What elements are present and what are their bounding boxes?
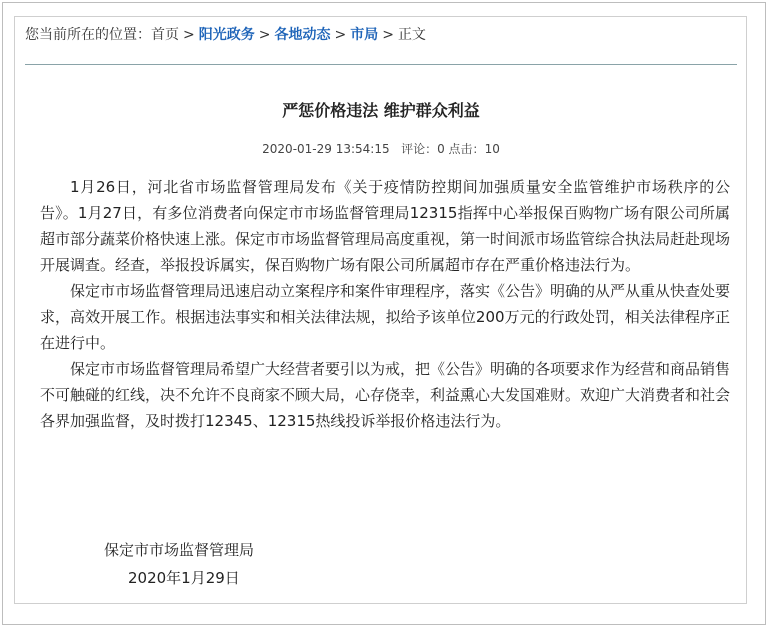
article-body (40, 174, 730, 434)
publish-datetime: 2020-01-29 13:54:15 (262, 142, 390, 156)
breadcrumb-link-sunshine-affairs[interactable]: 阳光政务 (198, 27, 255, 43)
breadcrumb-link-local-news[interactable]: 各地动态 (274, 27, 331, 43)
breadcrumb-home-link[interactable]: 首页 (151, 27, 179, 43)
comments-label: 评论： (401, 142, 438, 156)
article-paragraph: 保定市市场监督管理局迅速启动立案程序和案件审理程序，落实《公告》明确的从严从重从快查处要求，高效开展工作。根据违法事实和相关法律法规，拟给予该单位200万元的行政处罚，相关法律程序正在进行中。 (40, 282, 731, 352)
breadcrumb-current: 正文 (397, 27, 426, 43)
clicks-label: 点击： (448, 142, 485, 156)
breadcrumb-separator: > (334, 27, 347, 43)
breadcrumb-separator: > (382, 27, 394, 43)
breadcrumb-prefix: 您当前所在的位置： (25, 27, 151, 43)
breadcrumb-separator: > (258, 27, 271, 43)
article-meta (25, 140, 737, 157)
signature-organization: 保定市市场监督管理局 (104, 541, 255, 559)
breadcrumb-divider (25, 64, 737, 65)
breadcrumb-separator: > (183, 27, 195, 43)
article-paragraph: 保定市市场监督管理局希望广大经营者要引以为戒，把《公告》明确的各项要求作为经营和商品销售不可触碰的红线，决不允许不良商家不顾大局，心存侥幸，利益熏心大发国难财。欢迎广大消费者和社会各界加强监督，及时拨打12345、12315热线投诉举报价格违法行为。 (40, 360, 731, 430)
breadcrumb-link-city-bureau[interactable]: 市局 (350, 27, 379, 43)
article-title: 严惩价格违法 维护群众利益 (282, 101, 480, 120)
comment-count: 0 (437, 142, 445, 156)
signature-date: 2020年1月29日 (128, 569, 240, 587)
click-count: 10 (484, 142, 500, 156)
breadcrumb (25, 25, 426, 45)
article-paragraph: 1月26日，河北省市场监督管理局发布《关于疫情防控期间加强质量安全监管维护市场秩序的公告》。1月27日，有多位消费者向保定市市场监督管理局12315指挥中心举报保百购物广场有限公司所属超市部分蔬菜价格快速上涨。保定市市场监督管理局高度重视，第一时间派市场监管综合执法局赶赴现场开展调查。经查，举报投诉属实，保百购物广场有限公司所属超市存在严重价格违法行为。 (40, 178, 731, 274)
